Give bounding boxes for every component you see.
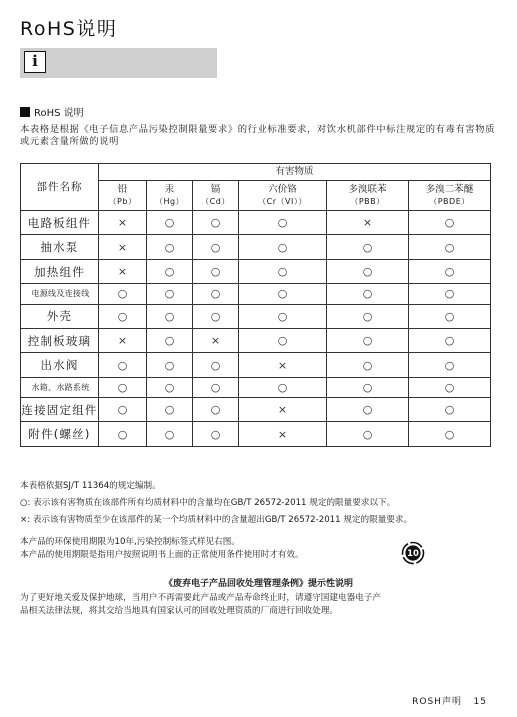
environmental-protection-period-icon: [401, 541, 425, 565]
section-heading-text: RoHS 说明: [34, 108, 84, 119]
compliance-mark: ○: [239, 377, 327, 397]
compliance-mark: ○: [409, 211, 491, 235]
compliance-mark: ○: [409, 284, 491, 304]
compliance-mark: ×: [193, 328, 239, 352]
compliance-mark: ○: [239, 328, 327, 352]
compliance-mark: ○: [193, 398, 239, 422]
recycling-text-line1: 为了更好地关爱及保护地球，当用户不再需要此产品或产品寿命终止时，请遵守国建电器电子产: [20, 593, 381, 603]
part-name: 附件(螺丝): [21, 422, 99, 447]
recycling-text-line2: 品相关法律法规，将其交给当地具有国家认可的回收处理资质的厂商进行回收处理。: [20, 606, 338, 616]
compliance-mark: ○: [409, 353, 491, 377]
compliance-mark: ×: [99, 235, 147, 259]
page-footer: [412, 694, 487, 707]
compliance-mark: ○: [147, 353, 193, 377]
compliance-mark: ○: [193, 304, 239, 328]
compliance-mark: ○: [409, 235, 491, 259]
compliance-mark: ×: [99, 328, 147, 352]
table-row: [21, 259, 491, 283]
part-name: 出水阀: [21, 353, 99, 377]
part-name: 抽水泵: [21, 235, 99, 259]
compliance-mark: ○: [327, 304, 409, 328]
table-row: [21, 398, 491, 422]
compliance-mark: ×: [99, 259, 147, 283]
substance-name: 铅: [117, 183, 128, 195]
substance-header: [99, 181, 147, 211]
info-icon: i: [24, 51, 46, 73]
table-row: [21, 353, 491, 377]
substance-name: 汞: [164, 183, 175, 195]
circle-legend: ○: 表示该有害物质在该部件所有均质材料中的含量均在GB/T 26572-2011 规定的限量要求以下。: [20, 498, 396, 508]
page-title: RoHS说明: [20, 18, 118, 40]
substance-name: 六价铬: [268, 183, 297, 195]
table-row: [21, 284, 491, 304]
footer-label: ROSH声明: [412, 697, 462, 707]
info-banner: [20, 48, 217, 78]
compliance-mark: ○: [193, 284, 239, 304]
compliance-mark: ○: [147, 284, 193, 304]
substance-symbol: （PBDE）: [429, 196, 470, 206]
table-row: [21, 328, 491, 352]
compliance-mark: ○: [409, 422, 491, 447]
rohs-table: [20, 163, 491, 447]
table-row: [21, 304, 491, 328]
compliance-mark: ○: [193, 422, 239, 447]
substance-header: [193, 181, 239, 211]
compliance-mark: ○: [147, 235, 193, 259]
compliance-mark: ○: [147, 422, 193, 447]
compliance-mark: ○: [327, 377, 409, 397]
compliance-mark: ○: [239, 235, 327, 259]
substance-symbol: （Cd）: [201, 196, 230, 206]
compliance-mark: ○: [409, 328, 491, 352]
substance-name: 多溴二苯醚: [425, 183, 474, 195]
part-name: 加热组件: [21, 259, 99, 283]
compliance-mark: ○: [327, 353, 409, 377]
substance-header: [409, 181, 491, 211]
compliance-mark: ○: [327, 422, 409, 447]
compliance-mark: ○: [193, 259, 239, 283]
eco-period-number: 10: [407, 549, 419, 560]
substance-symbol: （Pb）: [108, 196, 137, 206]
cross-legend: ×: 表示该有害物质至少在该部件的某一个均质材料中的含量超出GB/T 26572-2011 规定的限量要求。: [20, 515, 413, 525]
table-row: [21, 377, 491, 397]
compliance-mark: ○: [239, 211, 327, 235]
compliance-mark: ○: [193, 353, 239, 377]
recycling-title: 《废弃电子产品回收处理管理条例》提示性说明: [163, 579, 353, 589]
compliance-mark: ○: [327, 398, 409, 422]
part-name: 控制板玻璃: [21, 328, 99, 352]
compliance-mark: ○: [99, 353, 147, 377]
substance-name: 多溴联苯: [348, 183, 387, 195]
compliance-mark: ○: [327, 284, 409, 304]
substance-header: [327, 181, 409, 211]
part-name: 水箱、水路系统: [21, 377, 99, 397]
compliance-mark: ×: [239, 422, 327, 447]
compliance-mark: ○: [193, 235, 239, 259]
compliance-mark: ○: [147, 211, 193, 235]
compliance-mark: ×: [239, 398, 327, 422]
compliance-mark: ○: [193, 211, 239, 235]
compliance-mark: ○: [327, 259, 409, 283]
part-name: 连接固定组件: [21, 398, 99, 422]
table-row: [21, 235, 491, 259]
hazardous-substances-header: 有害物质: [99, 164, 491, 181]
substance-header: [147, 181, 193, 211]
compliance-mark: ○: [99, 377, 147, 397]
compliance-mark: ×: [99, 211, 147, 235]
substance-symbol: （PBB）: [350, 196, 385, 206]
usage-period-note: 本产品的使用期限是指用户按照说明书上面的正常使用条件使用时才有效。: [20, 550, 304, 560]
compliance-mark: ○: [409, 377, 491, 397]
compliance-mark: ○: [409, 259, 491, 283]
table-row: [21, 422, 491, 447]
substance-symbol: （Cr（VI））: [258, 196, 307, 206]
compliance-mark: ○: [99, 284, 147, 304]
part-name-header: 部件名称: [21, 164, 99, 211]
compliance-mark: ○: [239, 259, 327, 283]
compliance-mark: ○: [147, 377, 193, 397]
page-number: 15: [473, 697, 487, 707]
compliance-mark: ○: [99, 398, 147, 422]
standard-note: 本表格依据SJ/T 11364的规定编制。: [20, 481, 161, 491]
part-name: 外壳: [21, 304, 99, 328]
compliance-mark: ○: [327, 235, 409, 259]
compliance-mark: ○: [409, 398, 491, 422]
square-bullet-icon: [20, 107, 30, 117]
compliance-mark: ○: [147, 398, 193, 422]
compliance-mark: ○: [239, 304, 327, 328]
substance-symbol: （Hg）: [154, 196, 185, 206]
compliance-mark: ○: [193, 377, 239, 397]
compliance-mark: ○: [239, 284, 327, 304]
part-name: 电路板组件: [21, 211, 99, 235]
intro-paragraph: 本表格是根据《电子信息产品污染控制限量要求》的行业标准要求，对饮水机部件中标注规定的有毒有害物质或元素含量所做的说明: [20, 124, 496, 147]
compliance-mark: ○: [409, 304, 491, 328]
substance-name: 镉: [210, 183, 221, 195]
section-heading: [20, 104, 84, 119]
compliance-mark: ○: [147, 259, 193, 283]
table-row: [21, 211, 491, 235]
compliance-mark: ×: [327, 211, 409, 235]
compliance-mark: ○: [99, 422, 147, 447]
compliance-mark: ○: [327, 328, 409, 352]
compliance-mark: ○: [99, 304, 147, 328]
compliance-mark: ×: [239, 353, 327, 377]
eco-period-note: 本产品的环保使用期限为10年,污染控制标签式样见右图。: [20, 537, 240, 547]
compliance-mark: ○: [147, 328, 193, 352]
part-name: 电源线及连接线: [21, 284, 99, 304]
substance-header: [239, 181, 327, 211]
compliance-mark: ○: [147, 304, 193, 328]
